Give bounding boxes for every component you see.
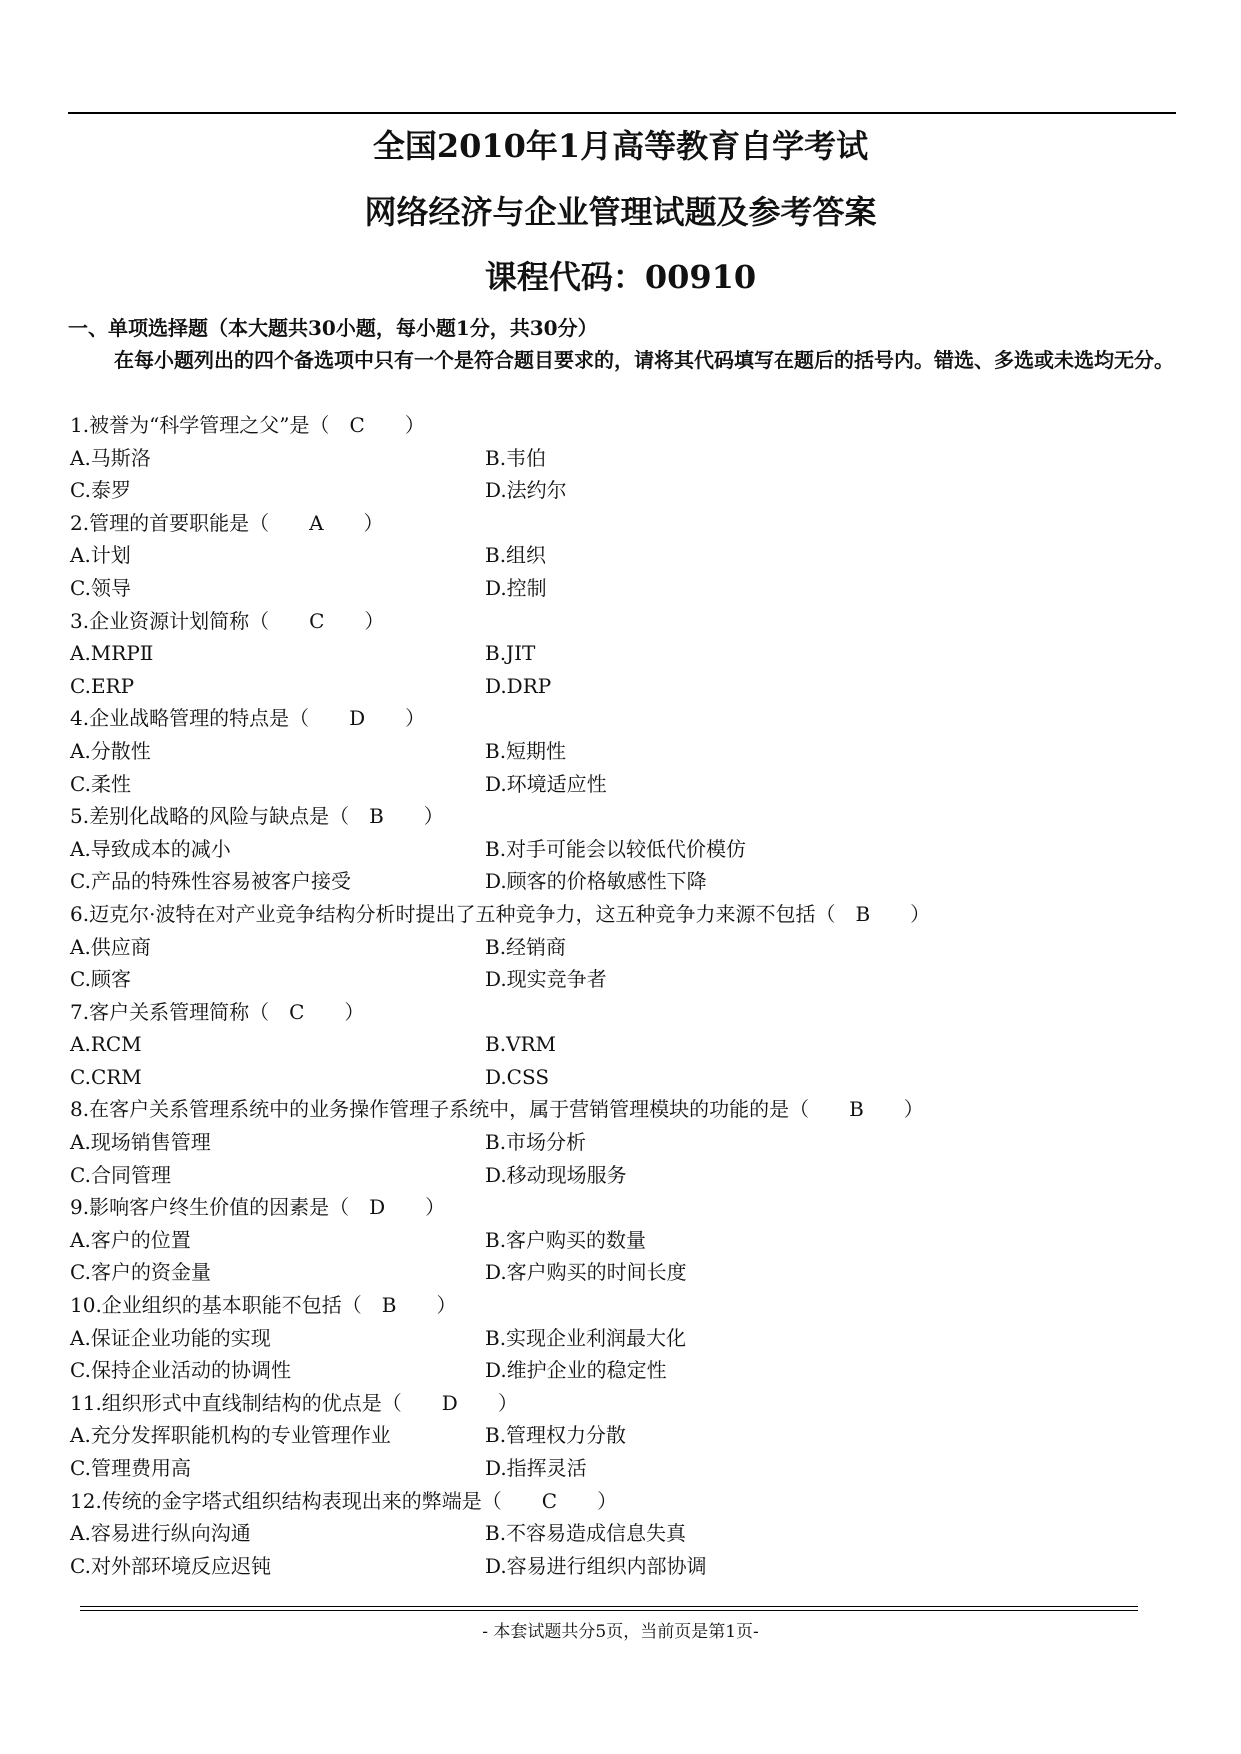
option-row	[70, 735, 1170, 768]
answer-option: D.现实竞争者	[485, 967, 607, 992]
question-stem: 3.企业资源计划简称（ C ）	[70, 608, 385, 633]
answer-option: B.JIT	[485, 641, 536, 666]
course-code: 课程代码：00910	[484, 258, 757, 296]
question-stem: 8.在客户关系管理系统中的业务操作管理子系统中，属于营销管理模块的功能的是（ B ）	[70, 1097, 924, 1122]
answer-option: C.管理费用高	[70, 1456, 191, 1480]
page-footer: - 本套试题共分5页，当前页是第1页-	[482, 1622, 759, 1642]
question-item	[70, 1093, 1170, 1191]
option-row	[70, 1028, 1170, 1061]
answer-option: A.供应商	[70, 934, 151, 959]
option-row	[70, 637, 1170, 670]
answer-option: A.马斯洛	[70, 445, 151, 470]
answer-option: B.不容易造成信息失真	[485, 1521, 687, 1546]
answer-option: A.保证企业功能的实现	[70, 1325, 271, 1350]
option-row	[70, 474, 1170, 507]
answer-option: B.经销商	[485, 934, 567, 959]
option-row	[70, 865, 1170, 898]
answer-option: A.导致成本的减小	[70, 836, 231, 861]
answer-option: B.市场分析	[485, 1130, 587, 1155]
section-instruction: 在每小题列出的四个备选项中只有一个是符合题目要求的，请将其代码填写在题后的括号内。错选、多选或未选均无分。	[114, 348, 1174, 372]
question-item	[70, 702, 1170, 800]
answer-option: D.CSS	[485, 1064, 550, 1089]
answer-option: B.短期性	[485, 738, 567, 763]
question-stem: 11.组织形式中直线制结构的优点是（ D ）	[70, 1390, 518, 1415]
question-item	[70, 409, 1170, 507]
question-item	[70, 1387, 1170, 1485]
question-stem: 9.影响客户终生价值的因素是（ D ）	[70, 1195, 446, 1220]
question-item	[70, 898, 1170, 996]
question-stem: 4.企业战略管理的特点是（ D ）	[70, 706, 426, 731]
answer-option: B.对手可能会以较低代价模仿	[485, 836, 747, 861]
answer-option: D.容易进行组织内部协调	[485, 1553, 707, 1578]
option-row	[70, 442, 1170, 475]
answer-option: D.指挥灵活	[485, 1456, 587, 1480]
answer-option: C.领导	[70, 575, 131, 600]
answer-option: C.ERP	[70, 673, 135, 698]
answer-option: D.DRP	[485, 673, 552, 698]
answer-option: C.保持企业活动的协调性	[70, 1358, 291, 1383]
question-item	[70, 605, 1170, 703]
option-row	[70, 963, 1170, 996]
answer-option: C.产品的特殊性容易被客户接受	[70, 869, 351, 894]
option-row	[70, 1159, 1170, 1192]
answer-option: C.客户的资金量	[70, 1260, 211, 1285]
option-row	[70, 833, 1170, 866]
option-row	[70, 1419, 1170, 1452]
answer-option: C.顾客	[70, 967, 131, 992]
answer-option: B.组织	[485, 543, 547, 568]
question-stem: 5.差别化战略的风险与缺点是（ B ）	[70, 804, 444, 829]
question-item	[70, 996, 1170, 1094]
answer-option: B.管理权力分散	[485, 1423, 627, 1448]
answer-option: B.VRM	[485, 1032, 557, 1057]
question-stem: 1.被誉为“科学管理之父”是（ C ）	[70, 413, 425, 437]
question-item	[70, 507, 1170, 605]
option-row	[70, 1517, 1170, 1550]
option-row	[70, 1061, 1170, 1094]
answer-option: C.对外部环境反应迟钝	[70, 1553, 271, 1578]
question-list	[70, 409, 1170, 1582]
option-row	[70, 768, 1170, 801]
answer-option: D.客户购买的时间长度	[485, 1260, 687, 1285]
section-single-choice	[68, 312, 1178, 376]
answer-option: D.控制	[485, 575, 547, 600]
answer-option: C.泰罗	[70, 478, 131, 503]
answer-option: D.移动现场服务	[485, 1162, 627, 1187]
question-item	[70, 1191, 1170, 1289]
answer-option: A.分散性	[70, 738, 151, 763]
option-row	[70, 1224, 1170, 1257]
option-row	[70, 572, 1170, 605]
answer-option: A.容易进行纵向沟通	[70, 1521, 251, 1546]
question-stem: 10.企业组织的基本职能不包括（ B ）	[70, 1293, 457, 1318]
top-rule	[68, 112, 1176, 114]
answer-option: A.充分发挥职能机构的专业管理作业	[70, 1423, 391, 1448]
answer-option: B.韦伯	[485, 445, 547, 470]
answer-option: A.计划	[70, 543, 131, 568]
option-row	[70, 539, 1170, 572]
option-row	[70, 670, 1170, 703]
answer-option: D.顾客的价格敏感性下降	[485, 869, 707, 894]
option-row	[70, 1126, 1170, 1159]
answer-option: C.合同管理	[70, 1162, 171, 1187]
answer-option: D.环境适应性	[485, 771, 607, 796]
exam-title: 全国2010年1月高等教育自学考试	[372, 127, 869, 165]
option-row	[70, 931, 1170, 964]
question-stem: 2.管理的首要职能是（ A ）	[70, 510, 384, 535]
answer-option: A.MRPⅡ	[70, 641, 154, 666]
question-stem: 7.客户关系管理简称（ C ）	[70, 999, 365, 1024]
answer-option: B.客户购买的数量	[485, 1227, 647, 1252]
question-stem: 12.传统的金字塔式组织结构表现出来的弊端是（ C ）	[70, 1488, 618, 1513]
option-row	[70, 1256, 1170, 1289]
question-item	[70, 800, 1170, 898]
question-stem: 6.迈克尔·波特在对产业竞争结构分析时提出了五种竞争力，这五种竞争力来源不包括（ B ）	[70, 901, 931, 926]
option-row	[70, 1322, 1170, 1355]
answer-option: A.RCM	[70, 1032, 142, 1057]
option-row	[70, 1354, 1170, 1387]
answer-option: A.现场销售管理	[70, 1130, 211, 1155]
question-item	[70, 1485, 1170, 1583]
option-row	[70, 1452, 1170, 1485]
question-item	[70, 1289, 1170, 1387]
answer-option: A.客户的位置	[70, 1227, 191, 1252]
exam-subject-title: 网络经济与企业管理试题及参考答案	[364, 193, 877, 231]
answer-option: D.法约尔	[485, 478, 567, 503]
answer-option: D.维护企业的稳定性	[485, 1358, 667, 1383]
answer-option: C.CRM	[70, 1064, 142, 1089]
answer-option: B.实现企业利润最大化	[485, 1325, 687, 1350]
bottom-rule	[80, 1606, 1138, 1611]
section-heading: 一、单项选择题（本大题共30小题，每小题1分，共30分）	[68, 316, 598, 340]
option-row	[70, 1550, 1170, 1583]
answer-option: C.柔性	[70, 771, 131, 796]
